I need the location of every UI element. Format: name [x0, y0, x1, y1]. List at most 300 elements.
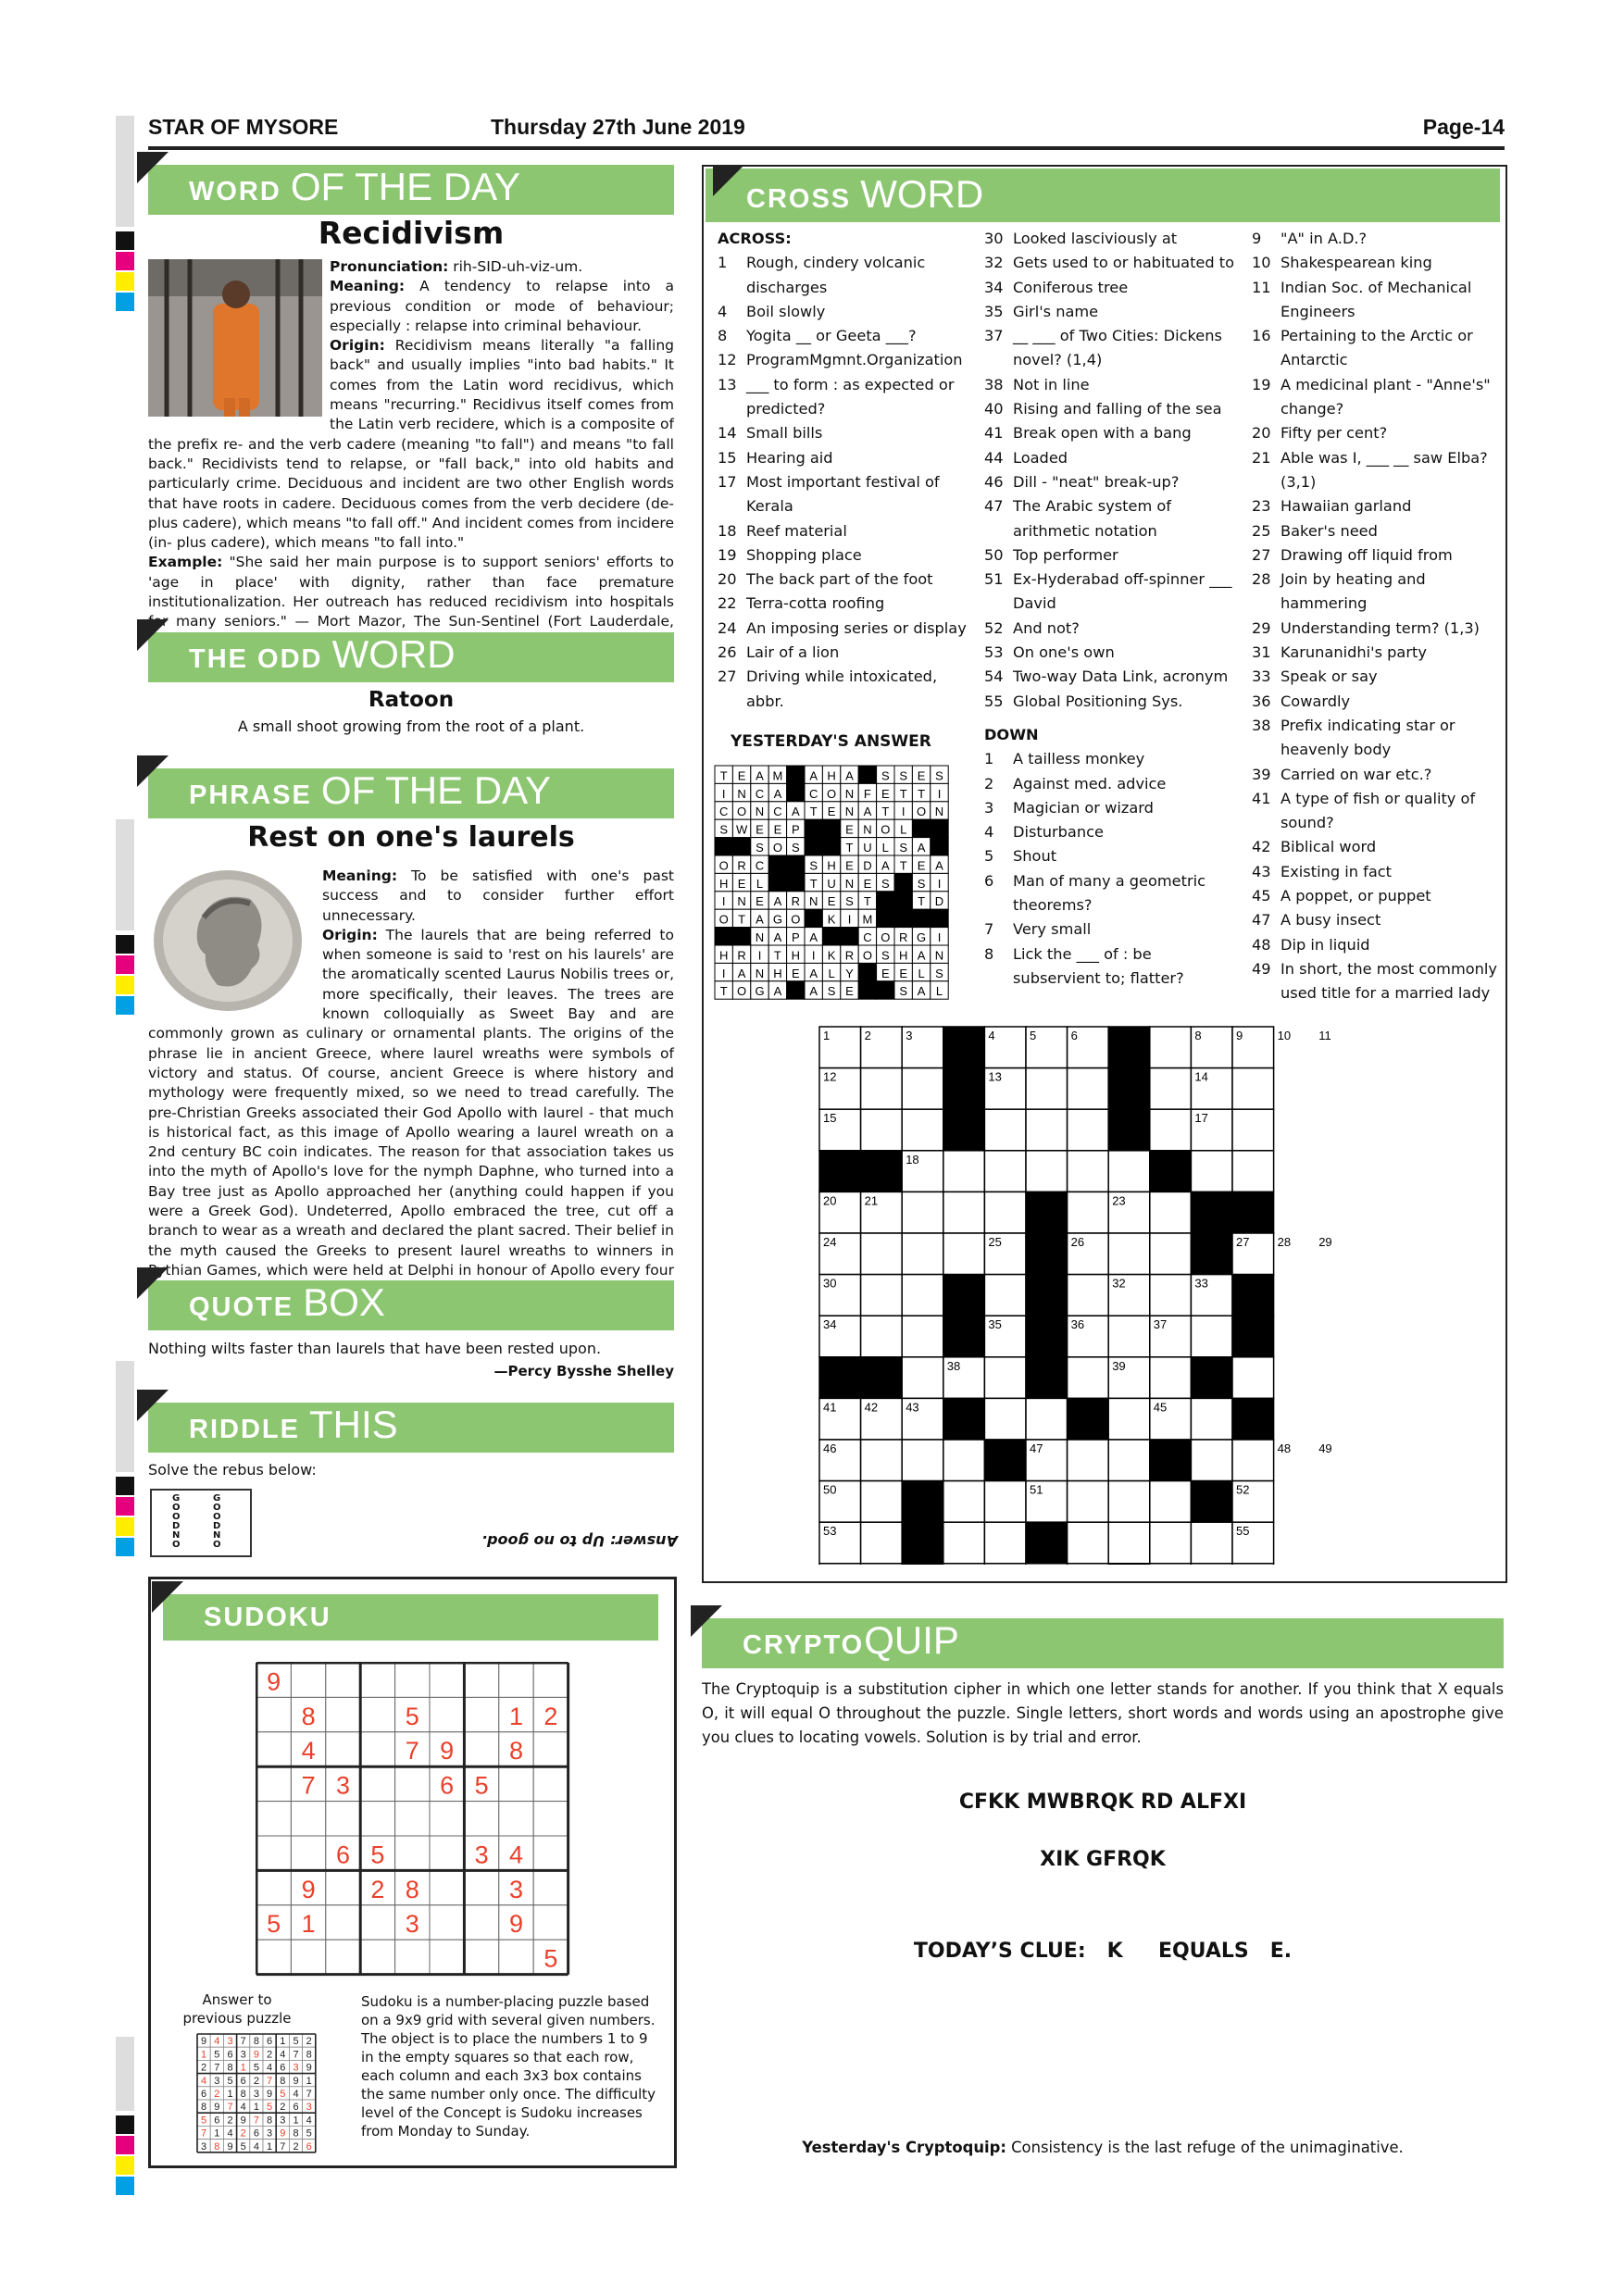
crossword-cell[interactable] — [861, 1316, 903, 1357]
sudoku-cell[interactable] — [499, 1940, 533, 1974]
prev-sudoku-digit: 4 — [214, 2036, 220, 2048]
sudoku-given: 1 — [301, 1910, 316, 1939]
clue-text: Small bills — [746, 424, 823, 443]
clue-text: Terra-cotta roofing — [746, 594, 885, 613]
cryptoquip-line2: XIK GFRQK — [1040, 1848, 1166, 1871]
prev-sudoku-digit: 1 — [201, 2049, 207, 2061]
band-bold: QUOTE — [189, 1292, 294, 1322]
crossword-cell[interactable] — [861, 1275, 903, 1316]
word-of-day-header — [148, 165, 674, 215]
crossword-cell[interactable] — [861, 1440, 903, 1481]
crossword-cell[interactable] — [1150, 1109, 1192, 1151]
crossword-cell[interactable] — [1150, 1357, 1192, 1399]
clue-item — [1252, 665, 1497, 689]
crossword-cell[interactable] — [1232, 1068, 1274, 1110]
crossword-cell[interactable] — [861, 1564, 903, 1565]
answer-letter: A — [756, 768, 764, 783]
clue-item — [1252, 519, 1497, 543]
clue-number: 22 — [718, 594, 737, 613]
clue-item — [1252, 933, 1497, 957]
sudoku-cell[interactable] — [464, 1870, 498, 1904]
clue-item — [1252, 957, 1497, 1006]
crossword-cell[interactable] — [861, 1481, 903, 1523]
sudoku-cell[interactable] — [533, 1870, 568, 1904]
clue-text: Global Positioning Sys. — [1013, 692, 1183, 710]
clue-text: An imposing series or display — [746, 618, 967, 637]
answer-letter: S — [881, 948, 890, 963]
prev-sudoku-digit: 3 — [293, 2062, 299, 2074]
crossword-cell[interactable] — [1108, 1440, 1150, 1481]
quote-header — [148, 1280, 674, 1330]
sudoku-cell[interactable] — [430, 1870, 464, 1904]
crossword-cell[interactable] — [1191, 1440, 1232, 1481]
crossword-cell[interactable] — [1108, 1398, 1150, 1440]
crossword-block — [943, 1398, 985, 1440]
sudoku-cell[interactable] — [326, 1905, 360, 1940]
answer-letter: C — [773, 805, 782, 819]
sudoku-cell[interactable] — [430, 1802, 464, 1836]
yesterday-answer-label: YESTERDAY'S ANSWER — [731, 732, 931, 751]
prev-sudoku-digit: 8 — [293, 2128, 299, 2140]
registration-cyan — [116, 293, 134, 311]
crossword-cell[interactable] — [1026, 1398, 1068, 1440]
answer-letter: T — [863, 894, 871, 909]
sudoku-given: 7 — [405, 1737, 419, 1766]
yesterday-crossword-grid — [714, 765, 953, 1002]
sudoku-cell[interactable] — [464, 1905, 498, 1940]
clue-item — [718, 641, 968, 665]
crossword-block — [1232, 1398, 1274, 1440]
crossword-cell[interactable] — [984, 1522, 1026, 1564]
crossword-cell[interactable] — [1150, 1192, 1192, 1233]
sudoku-cell[interactable] — [326, 1697, 360, 1731]
crossword-cell[interactable] — [1068, 1068, 1109, 1110]
band-light: WORD — [860, 172, 984, 216]
prev-sudoku-digit: 6 — [214, 2115, 220, 2127]
sudoku-cell[interactable] — [291, 1940, 325, 1974]
clue-text: Rising and falling of the sea — [1013, 400, 1222, 418]
sudoku-cell[interactable] — [533, 1836, 568, 1870]
clue-number: 45 — [1252, 887, 1271, 905]
crossword-cell[interactable] — [1191, 1564, 1232, 1565]
sudoku-cell[interactable] — [499, 1766, 533, 1801]
cell-number: 55 — [1236, 1524, 1250, 1539]
band-light: BOX — [303, 1280, 385, 1324]
band-bold: WORD — [189, 177, 281, 206]
answer-letter: A — [863, 805, 872, 819]
sudoku-cell[interactable] — [464, 1732, 498, 1766]
cell-number: 43 — [906, 1400, 919, 1415]
crossword-block — [902, 1564, 943, 1565]
answer-letter: T — [918, 786, 926, 801]
sudoku-given: 8 — [508, 1737, 524, 1766]
crossword-cell[interactable] — [1068, 1275, 1109, 1316]
sudoku-cell[interactable] — [256, 1940, 291, 1974]
cell-number: 14 — [1194, 1069, 1208, 1084]
label: Example: — [148, 554, 223, 571]
cell-number: 51 — [1030, 1482, 1043, 1497]
cell-number: 41 — [823, 1400, 837, 1415]
crossword-cell[interactable] — [1191, 1316, 1232, 1357]
sudoku-cell[interactable] — [430, 1836, 464, 1870]
page-number: Page-14 — [1422, 115, 1505, 139]
crossword-cell[interactable] — [1232, 1357, 1274, 1399]
prev-sudoku-digit: 7 — [214, 2062, 220, 2074]
answer-letter: E — [899, 966, 908, 980]
sudoku-cell[interactable] — [395, 1663, 430, 1697]
answer-letter: R — [737, 948, 746, 963]
crossword-block — [1191, 1233, 1232, 1275]
clue-text: A tailless monkey — [1013, 750, 1145, 768]
sudoku-cell[interactable] — [360, 1732, 394, 1766]
sudoku-cell[interactable] — [256, 1766, 291, 1801]
answer-letter: E — [881, 966, 890, 980]
label: Meaning: — [330, 278, 406, 295]
crossword-cell[interactable] — [861, 1522, 903, 1564]
word-of-day-body — [148, 257, 674, 652]
answer-letter: O — [718, 858, 729, 873]
clue-number: 54 — [984, 668, 1004, 686]
crossword-block — [1150, 1440, 1192, 1481]
sudoku-cell[interactable] — [256, 1697, 291, 1731]
clue-number: 42 — [1252, 838, 1271, 856]
sudoku-cell[interactable] — [360, 1940, 394, 1974]
sudoku-cell[interactable] — [464, 1663, 498, 1697]
prev-sudoku-digit: 3 — [227, 2036, 233, 2048]
cell-number: 38 — [946, 1358, 961, 1373]
crossword-cell[interactable] — [1026, 1109, 1068, 1151]
clue-number: 35 — [984, 302, 1004, 320]
clue-item — [1252, 494, 1497, 518]
crossword-cell[interactable] — [984, 1357, 1026, 1399]
prev-sudoku-digit: 9 — [227, 2140, 233, 2152]
sudoku-cell[interactable] — [499, 1663, 533, 1697]
prev-sudoku-digit: 3 — [214, 2075, 220, 2087]
answer-letter: E — [827, 894, 836, 909]
sudoku-cell[interactable] — [533, 1732, 568, 1766]
answer-letter: L — [881, 841, 889, 855]
answer-letter: S — [881, 768, 890, 783]
clue-number: 31 — [1252, 643, 1271, 662]
sudoku-cell[interactable] — [326, 1870, 360, 1904]
sudoku-cell[interactable] — [430, 1940, 464, 1974]
clue-text: The Arabic system of arithmetic notation — [1013, 497, 1171, 540]
sudoku-cell[interactable] — [256, 1836, 291, 1870]
sudoku-given: 5 — [267, 1910, 281, 1939]
sudoku-cell[interactable] — [533, 1905, 568, 1940]
clue-text: Hearing aid — [746, 448, 833, 467]
crossword-cell[interactable] — [1232, 1564, 1274, 1565]
clue-number: 47 — [1252, 911, 1271, 930]
crossword-cell[interactable] — [1108, 1481, 1150, 1523]
answer-cell — [877, 981, 894, 999]
clue-text: In short, the most commonly used title for a married lady — [1280, 959, 1497, 1003]
sudoku-cell[interactable] — [360, 1905, 394, 1940]
prev-sudoku-digit: 1 — [253, 2102, 259, 2114]
crossword-cell[interactable] — [1026, 1151, 1068, 1192]
clue-number: 2 — [984, 774, 994, 792]
prev-sudoku-digit: 3 — [280, 2115, 286, 2127]
sudoku-grid — [256, 1662, 570, 1977]
answer-cell — [805, 819, 822, 837]
crossword-cell[interactable] — [902, 1109, 943, 1151]
crossword-cell[interactable] — [902, 1316, 943, 1357]
sudoku-cell[interactable] — [499, 1802, 533, 1836]
clue-item — [718, 543, 968, 568]
answer-cell — [822, 928, 840, 945]
registration-black — [116, 231, 134, 250]
sudoku-cell[interactable] — [533, 1663, 568, 1697]
registration-cyan — [116, 1538, 134, 1556]
answer-letter: S — [827, 984, 836, 999]
riddle-header — [148, 1403, 674, 1453]
prev-sudoku-digit: 1 — [227, 2089, 233, 2100]
sudoku-cell[interactable] — [360, 1766, 394, 1801]
answer-letter: I — [937, 930, 942, 944]
answer-letter: A — [809, 768, 818, 783]
crossword-cell[interactable] — [902, 1192, 943, 1233]
clue-text: Pertaining to the Arctic or Antarctic — [1280, 327, 1473, 369]
quote-text: Nothing wilts faster than laurels that have been rested upon. — [148, 1340, 602, 1357]
sudoku-given: 2 — [370, 1875, 385, 1903]
sudoku-cell[interactable] — [395, 1836, 430, 1870]
crossword-cell[interactable] — [984, 1192, 1026, 1233]
answer-letter: E — [737, 768, 746, 783]
sudoku-given: 8 — [405, 1875, 419, 1903]
crossword-cell[interactable] — [1068, 1357, 1109, 1399]
crossword-cell[interactable] — [1150, 1233, 1192, 1275]
answer-letter: O — [862, 948, 872, 963]
crossword-cell[interactable] — [1108, 1522, 1150, 1564]
crossword-cell[interactable] — [1108, 1151, 1150, 1192]
crossword-cell[interactable] — [902, 1233, 943, 1275]
answer-cell — [858, 981, 876, 999]
sudoku-cell[interactable] — [256, 1870, 291, 1904]
crossword-cell[interactable] — [1068, 1564, 1109, 1565]
sudoku-cell[interactable] — [256, 1732, 291, 1766]
answer-letter: H — [899, 948, 908, 963]
crossword-cell[interactable] — [1068, 1522, 1109, 1564]
sudoku-cell[interactable] — [256, 1802, 291, 1836]
answer-cell — [931, 819, 948, 837]
sudoku-cell[interactable] — [360, 1663, 394, 1697]
clue-item — [984, 820, 1239, 844]
crossword-cell[interactable] — [902, 1357, 943, 1399]
sudoku-cell[interactable] — [464, 1802, 498, 1836]
prev-sudoku-digit: 4 — [240, 2102, 246, 2114]
crossword-cell[interactable] — [1068, 1192, 1109, 1233]
clue-item — [1252, 835, 1497, 859]
sudoku-cell[interactable] — [395, 1766, 430, 1801]
crossword-cell[interactable] — [1068, 1440, 1109, 1481]
crossword-cell[interactable] — [943, 1151, 985, 1192]
sudoku-cell[interactable] — [291, 1663, 325, 1697]
crossword-cell[interactable] — [1068, 1151, 1109, 1192]
answer-letter: R — [899, 930, 908, 944]
crossword-cell[interactable] — [984, 1109, 1026, 1151]
crossword-cell[interactable] — [943, 1564, 985, 1565]
sudoku-cell[interactable] — [291, 1802, 325, 1836]
crossword-cell[interactable] — [861, 1068, 903, 1110]
sudoku-cell[interactable] — [326, 1802, 360, 1836]
answer-letter: U — [863, 841, 872, 855]
answer-letter: R — [791, 894, 800, 909]
answer-letter: T — [899, 858, 907, 873]
crossword-cell[interactable] — [1232, 1109, 1274, 1151]
answer-letter: E — [773, 822, 782, 837]
crossword-cell[interactable] — [943, 1440, 985, 1481]
answer-letter: A — [773, 930, 782, 944]
crossword-cell[interactable] — [1191, 1151, 1232, 1192]
sudoku-cell[interactable] — [395, 1940, 430, 1974]
answer-letter: D — [863, 858, 872, 873]
answer-letter: E — [756, 822, 764, 837]
crossword-cell[interactable] — [943, 1481, 985, 1523]
cell-number: 28 — [1277, 1235, 1292, 1249]
crossword-cell[interactable] — [819, 1564, 861, 1565]
crossword-block — [1232, 1275, 1274, 1316]
band-bold: RIDDLE — [189, 1415, 300, 1444]
clue-number: 27 — [718, 668, 737, 686]
crossword-cell[interactable] — [984, 1398, 1026, 1440]
answer-letter: W — [735, 822, 748, 837]
prev-sudoku-digit: 5 — [227, 2075, 233, 2087]
clue-number: 51 — [984, 570, 1004, 589]
crossword-cell[interactable] — [984, 1151, 1026, 1192]
answer-letter: H — [773, 966, 782, 980]
crossword-cell[interactable] — [1108, 1233, 1150, 1275]
registration-magenta — [116, 955, 134, 974]
registration-black — [116, 1477, 134, 1495]
crossword-cell[interactable] — [1232, 1151, 1274, 1192]
clue-number: 38 — [984, 375, 1004, 393]
answer-cell — [732, 838, 750, 855]
clue-item — [984, 446, 1239, 470]
meaning-text: A tendency to relapse into a previous condition or mode of behaviour; especially : relapse into criminal behaviour. — [330, 278, 674, 334]
answer-letter: N — [844, 876, 855, 891]
clue-text: Disturbance — [1013, 823, 1104, 842]
cell-number: 17 — [1194, 1111, 1208, 1126]
crossword-cell[interactable] — [902, 1068, 943, 1110]
prev-sudoku-digit: 1 — [267, 2140, 273, 2152]
clue-item — [1252, 908, 1497, 932]
quote-author: —Percy Bysshe Shelley — [493, 1363, 674, 1379]
sudoku-cell[interactable] — [395, 1802, 430, 1836]
sudoku-cell[interactable] — [326, 1663, 360, 1697]
clue-text: Ex-Hyderabad off-spinner ___ David — [1013, 570, 1232, 613]
crossword-cell[interactable] — [902, 1275, 943, 1316]
crossword-cell[interactable] — [1150, 1275, 1192, 1316]
registration-black — [116, 935, 134, 954]
corner-triangle-icon — [152, 1581, 183, 1613]
crossword-cell[interactable] — [1150, 1068, 1192, 1110]
cell-number: 40 — [1194, 1358, 1208, 1373]
clue-number: 40 — [984, 400, 1004, 418]
crossword-cell[interactable] — [943, 1522, 985, 1564]
clue-item — [984, 641, 1239, 665]
answer-letter: A — [773, 786, 782, 801]
crossword-cell[interactable] — [943, 1192, 985, 1233]
sudoku-cell[interactable] — [430, 1663, 464, 1697]
answer-letter: S — [756, 841, 764, 855]
answer-letter: E — [845, 858, 854, 873]
prev-sudoku-digit: 1 — [280, 2036, 286, 2048]
sudoku-cell[interactable] — [360, 1697, 394, 1731]
prev-sudoku-digit: 1 — [293, 2115, 299, 2127]
crossword-cell[interactable] — [1232, 1440, 1274, 1481]
clue-number: 16 — [1252, 327, 1271, 345]
corner-triangle-icon — [713, 165, 744, 196]
crossword-cell[interactable] — [1068, 1481, 1109, 1523]
sudoku-cell[interactable] — [464, 1940, 498, 1974]
prev-sudoku-digit: 4 — [253, 2140, 259, 2152]
crossword-cell[interactable] — [1150, 1522, 1192, 1564]
registration-cyan — [116, 2177, 134, 2195]
crossword-cell[interactable] — [861, 1233, 903, 1275]
crossword-cell[interactable] — [1150, 1027, 1192, 1068]
band-bold: CROSS — [746, 184, 852, 214]
crossword-cell[interactable] — [1026, 1068, 1068, 1110]
crossword-cell[interactable] — [1108, 1316, 1150, 1357]
answer-letter: G — [772, 912, 782, 927]
sudoku-cell[interactable] — [291, 1836, 325, 1870]
answer-letter: E — [827, 805, 836, 819]
answer-letter: O — [881, 822, 891, 837]
sudoku-cell[interactable] — [430, 1905, 464, 1940]
prev-sudoku-digit: 2 — [306, 2036, 312, 2048]
crossword-cell[interactable] — [1191, 1522, 1232, 1564]
crossword-cell[interactable] — [902, 1440, 943, 1481]
crossword-cell[interactable] — [1026, 1564, 1068, 1565]
clue-text: A medicinal plant - "Anne's" change? — [1280, 375, 1491, 418]
sudoku-cell[interactable] — [533, 1802, 568, 1836]
crossword-cell[interactable] — [1150, 1481, 1192, 1523]
crossword-block — [943, 1027, 985, 1068]
answer-cell — [787, 783, 805, 801]
crossword-block — [902, 1481, 943, 1523]
prev-sudoku-digit: 7 — [227, 2102, 233, 2114]
crossword-cell[interactable] — [861, 1109, 903, 1151]
clue-text: Lick the ___ of : be subservient to; flatter? — [1013, 944, 1184, 987]
crossword-cell[interactable] — [1191, 1398, 1232, 1440]
crossword-cell[interactable] — [1068, 1109, 1109, 1151]
odd-word-definition: A small shoot growing from the root of a plant. — [237, 718, 585, 735]
cell-number: 8 — [1194, 1029, 1202, 1042]
crossword-cell[interactable] — [1150, 1564, 1192, 1565]
crossword-cell[interactable] — [984, 1564, 1026, 1565]
riddle-answer-upside-down: Answer: Up to no good. — [481, 1532, 678, 1550]
sudoku-cell[interactable] — [533, 1766, 568, 1801]
sudoku-cell[interactable] — [430, 1697, 464, 1731]
prev-sudoku-digit: 3 — [201, 2140, 207, 2152]
sudoku-cell[interactable] — [360, 1802, 394, 1836]
crossword-cell[interactable] — [984, 1275, 1026, 1316]
answer-letter: I — [937, 786, 942, 801]
sudoku-cell[interactable] — [464, 1697, 498, 1731]
answer-cell — [768, 855, 786, 873]
prev-sudoku-digit: 3 — [240, 2049, 246, 2061]
clue-text: ProgramMgmnt.Organization — [746, 351, 963, 369]
rebus-column: GOOD NO — [213, 1493, 221, 1550]
clue-text: ___ to form : as expected or predicted? — [746, 375, 955, 418]
crossword-cell[interactable] — [943, 1233, 985, 1275]
clue-text: Two-way Data Link, acronym — [1013, 668, 1229, 686]
origin-text: The laurels that are being referred to when someone is said to 'rest on his laurels' are the aromatically scented Laurus Nobilis trees or, more specifically, their leaves. The trees are known colloquially as Sweet Bay and are commonly grown as culinary or ornamental plants. The origins of the phrase lie in ancient Greece, where laurel wreaths were symbols of victory and status. Of course, ancient Greece is where history and mythology were frequently mixed, so we need to tread carefully. The pre-Christian Greeks associated their God Apollo with laurel - that much is historical fact, as this image of Apollo wearing a laurel wreath on a 2nd century BC coin indicates. The reason for that association takes us into the myth of Apollo's love for the nymph Daphne, who turned into a Bay tree just as Apollo approached her (anything could happen if you were a Greek God). Undeterred, Apollo embraced the tree, cut off a branch to wear as a wreath and declared the plant sacred. Their belief in the myth caused the Greeks to present laurel wreaths to winners in Pythian Games, which were held at Delphi in honour of Apollo every four — [148, 926, 674, 1279]
crossword-cell[interactable] — [984, 1481, 1026, 1523]
cell-number: 1 — [823, 1029, 831, 1042]
sudoku-cell[interactable] — [326, 1732, 360, 1766]
sudoku-cell[interactable] — [326, 1940, 360, 1974]
